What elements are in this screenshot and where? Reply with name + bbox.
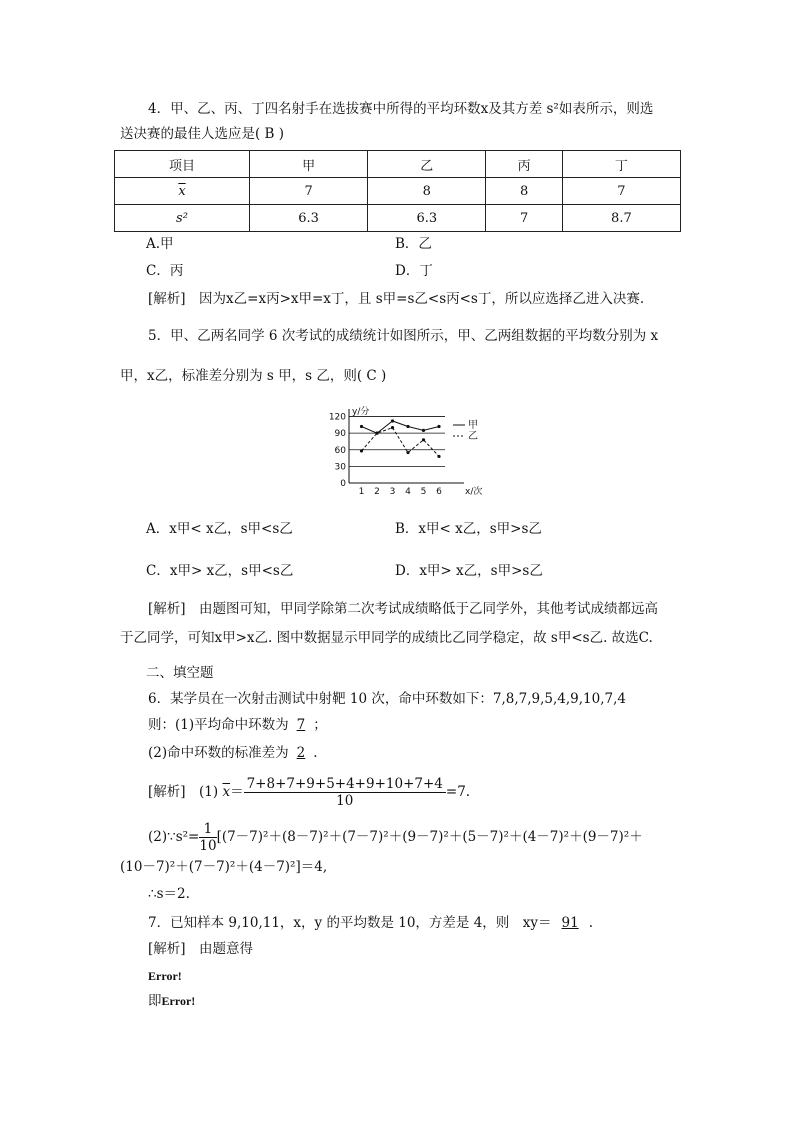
legend-label: 甲 [468, 420, 478, 431]
section-title: 二、填空题 [146, 665, 214, 681]
q4-option-a: A.甲 [146, 236, 174, 252]
q5-analysis-line1: [解析] 由题图可知，甲同学除第二次考试成绩略低于乙同学外，其他考试成绩都远高 [148, 601, 659, 617]
q5-option-d: D．x甲> x乙，s甲>s乙 [395, 563, 543, 579]
table-cell: 6.3 [250, 205, 368, 232]
y-tick-label: 0 [340, 479, 346, 489]
q7-error-1: Error! [148, 969, 182, 983]
q5-analysis-line2: 于乙同学，可知x甲>x乙. 图中数据显示甲同学的成绩比乙同学稳定，故 s甲<s乙. 故选C. [120, 630, 653, 646]
q5-line2: 甲，x乙，标准差分别为 s 甲，s 乙，则( C ) [120, 368, 387, 384]
data-point [375, 432, 378, 435]
q7-suffix: . [588, 915, 594, 931]
data-point [406, 451, 409, 454]
x-tick-label: 3 [389, 487, 396, 497]
q7-error-2-text: Error! [161, 994, 196, 1008]
mean-denominator: 10 [336, 793, 354, 809]
q6-line3 [148, 743, 318, 763]
y-tick-label: 60 [334, 445, 346, 456]
q4-analysis: [解析] 因为x乙=x丙>x甲=x丁，且 s甲=s乙<s丙<s丁，所以应选择乙进入决赛. [148, 291, 645, 307]
q7-answer: 91 [561, 915, 579, 931]
y-tick-label: 90 [334, 429, 346, 440]
table-cell: 6.3 [368, 205, 486, 232]
table-cell: 7 [250, 178, 368, 205]
x-tick-label: 2 [374, 487, 380, 497]
q7-error-2 [148, 991, 195, 1011]
mean-fraction [244, 776, 446, 809]
q6-analysis-label: [解析] (1) [148, 784, 219, 800]
table-header-cell: 丙 [486, 151, 562, 178]
mean-symbol: $\overline{x}$ [222, 784, 231, 800]
series-line-jia [362, 421, 440, 433]
q7-prefix: 7．已知样本 9,10,11，x，y 的平均数是 10，方差是 4，则 xy＝ [148, 915, 552, 931]
equals-sign: ＝ [230, 784, 244, 800]
data-point [437, 455, 440, 458]
mean-result: =7. [445, 784, 471, 800]
table-cell: 8.7 [562, 205, 680, 232]
q5-option-a: A．x甲< x乙，s甲<s乙 [146, 521, 293, 537]
q6-line3-prefix: (2)命中环数的标准差为 [148, 745, 289, 761]
q6-line2-prefix: 则：(1)平均命中环数为 [148, 717, 289, 733]
x-tick-label: 6 [436, 487, 442, 497]
q6-answer-1: 7 [296, 717, 306, 733]
table-header-row [115, 151, 681, 178]
x-axis-label: x/次 [465, 487, 483, 497]
data-point [422, 438, 425, 441]
table-cell: $\overline{x}$ [115, 178, 250, 205]
q7-line [148, 913, 593, 933]
data-point [437, 425, 440, 428]
table-cell: 8 [368, 178, 486, 205]
q4-line2: 送决赛的最佳人选应是( B ) [120, 126, 285, 142]
q6-line1: 6．某学员在一次射击测试中射靶 10 次，命中环数如下：7,8,7,9,5,4,9,10,7,4 [148, 691, 626, 707]
mean-numerator: 7+8+7+9+5+4+9+10+7+4 [244, 776, 446, 793]
q4-line1: 4．甲、乙、丙、丁四名射手在选拔赛中所得的平均环数x及其方差 s²如表所示，则选 [148, 101, 654, 117]
q6-line2-suffix: ； [313, 717, 327, 733]
data-point [422, 429, 425, 432]
variance-terms: [(7－7)²＋(8－7)²＋(7－7)²＋(9－7)²＋(5－7)²＋(4－7)²＋(9－7)²＋ [216, 829, 643, 845]
q5-line1: 5．甲、乙两名同学 6 次考试的成绩统计如图所示，甲、乙两组数据的平均数分别为 x [148, 328, 659, 344]
q6-analysis-mean [148, 775, 470, 809]
q6-variance-line2: (10－7)²＋(7－7)²＋(4－7)²]＝4, [120, 859, 328, 875]
q5-option-c: C．x甲> x乙，s甲<s乙 [146, 563, 294, 579]
data-point [360, 449, 363, 452]
table-cell: 7 [562, 178, 680, 205]
data-point [391, 419, 394, 422]
legend-label: 乙 [468, 431, 478, 442]
x-tick-label: 4 [405, 487, 411, 497]
table-header-cell: 甲 [250, 151, 368, 178]
table-cell: s² [115, 205, 250, 232]
q4-option-c: C．丙 [146, 263, 184, 279]
table-row [115, 178, 681, 205]
data-point [406, 425, 409, 428]
x-tick-label: 5 [420, 487, 427, 497]
q4-option-d: D．丁 [395, 263, 433, 279]
variance-prefix: (2)∵s²= [148, 829, 200, 845]
q7-analysis: [解析] 由题意得 [148, 941, 254, 957]
y-tick-label: 120 [328, 412, 346, 423]
q6-variance-line1 [148, 820, 643, 854]
q6-conclusion: ∴s＝2. [148, 886, 190, 902]
table-row [115, 205, 681, 232]
variance-denominator: 10 [199, 838, 217, 854]
variance-numerator: 1 [199, 821, 216, 838]
x-tick-label: 1 [358, 487, 365, 497]
score-line-chart [325, 405, 495, 501]
table-cell: 8 [486, 178, 562, 205]
q5-option-b: B．x甲< x乙，s甲>s乙 [395, 521, 542, 537]
y-axis-label: y/分 [352, 407, 370, 417]
table-header-cell: 乙 [368, 151, 486, 178]
data-point [391, 426, 394, 429]
q6-answer-2: 2 [296, 745, 306, 761]
table-cell: 7 [486, 205, 562, 232]
y-tick-label: 30 [334, 462, 346, 473]
q7-error-2-prefix: 即 [148, 993, 162, 1009]
q4-option-b: B．乙 [395, 236, 432, 252]
variance-fraction [199, 821, 216, 854]
q4-table [114, 150, 681, 232]
q6-line2 [148, 715, 327, 735]
table-header-cell: 丁 [562, 151, 680, 178]
q6-line3-suffix: . [313, 745, 318, 761]
data-point [360, 425, 363, 428]
table-header-cell: 项目 [115, 151, 250, 178]
